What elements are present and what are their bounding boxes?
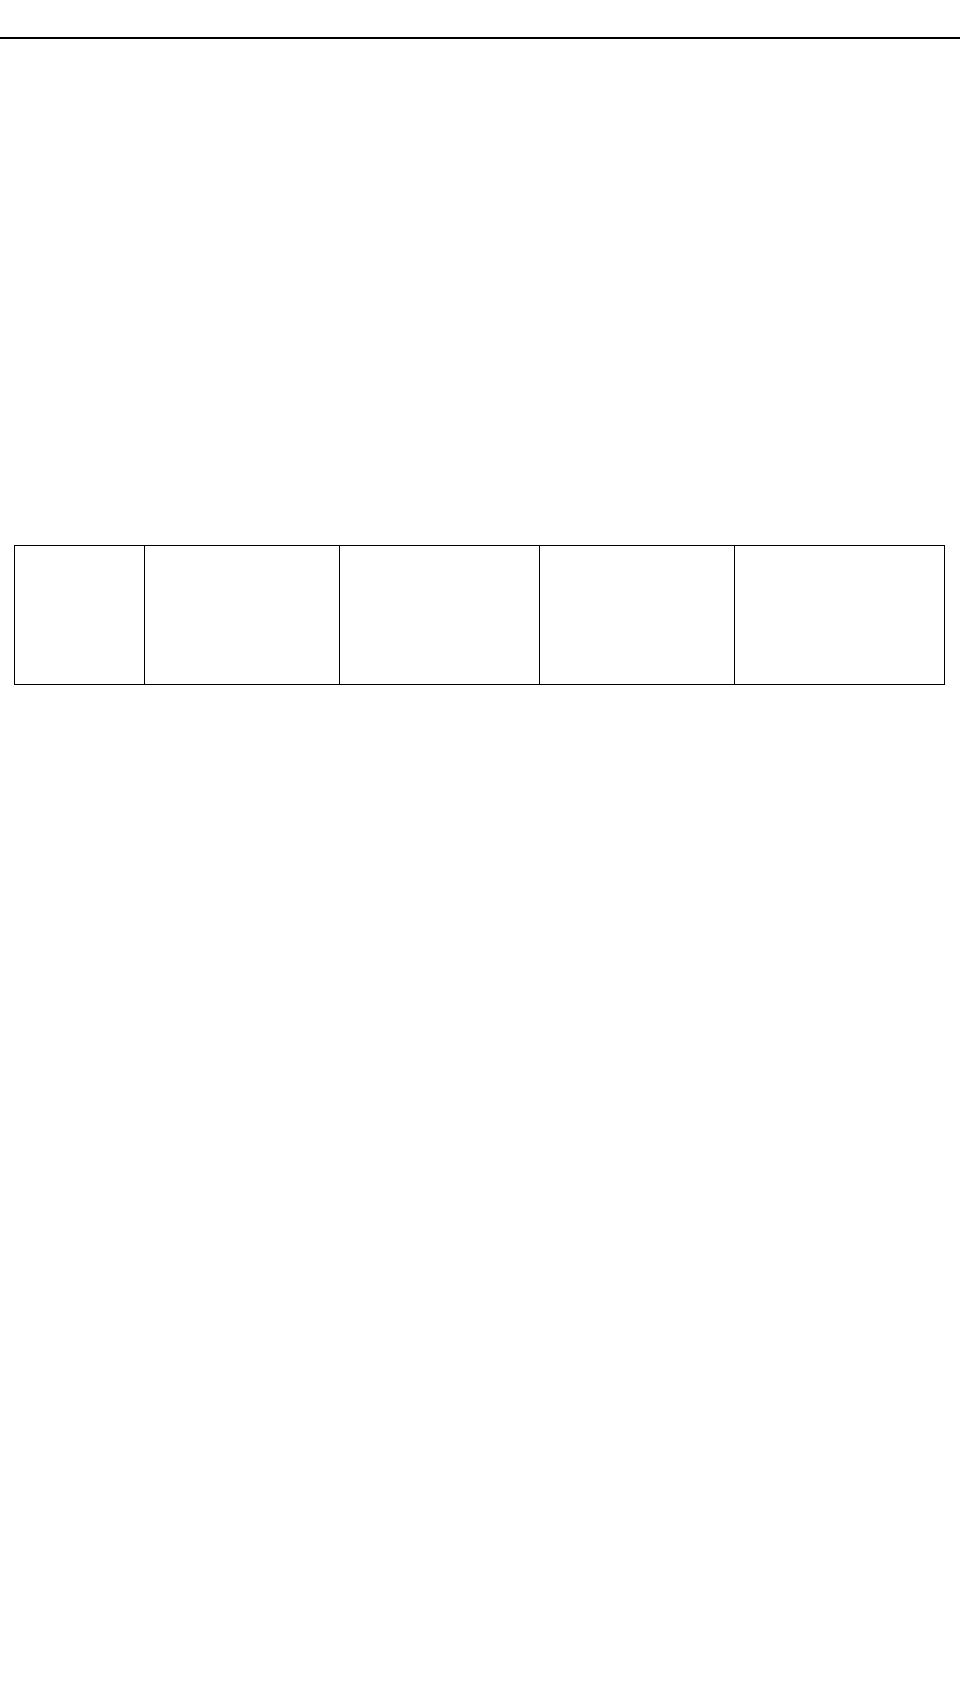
page-header [0,0,960,22]
header-annual [340,546,540,685]
header-power [145,546,340,685]
table-header-row [15,546,945,685]
header-reads [735,546,945,685]
header-group [15,546,145,685]
header-index [540,546,735,685]
header-divider [0,37,960,39]
tariff-table-poznan [14,545,945,685]
